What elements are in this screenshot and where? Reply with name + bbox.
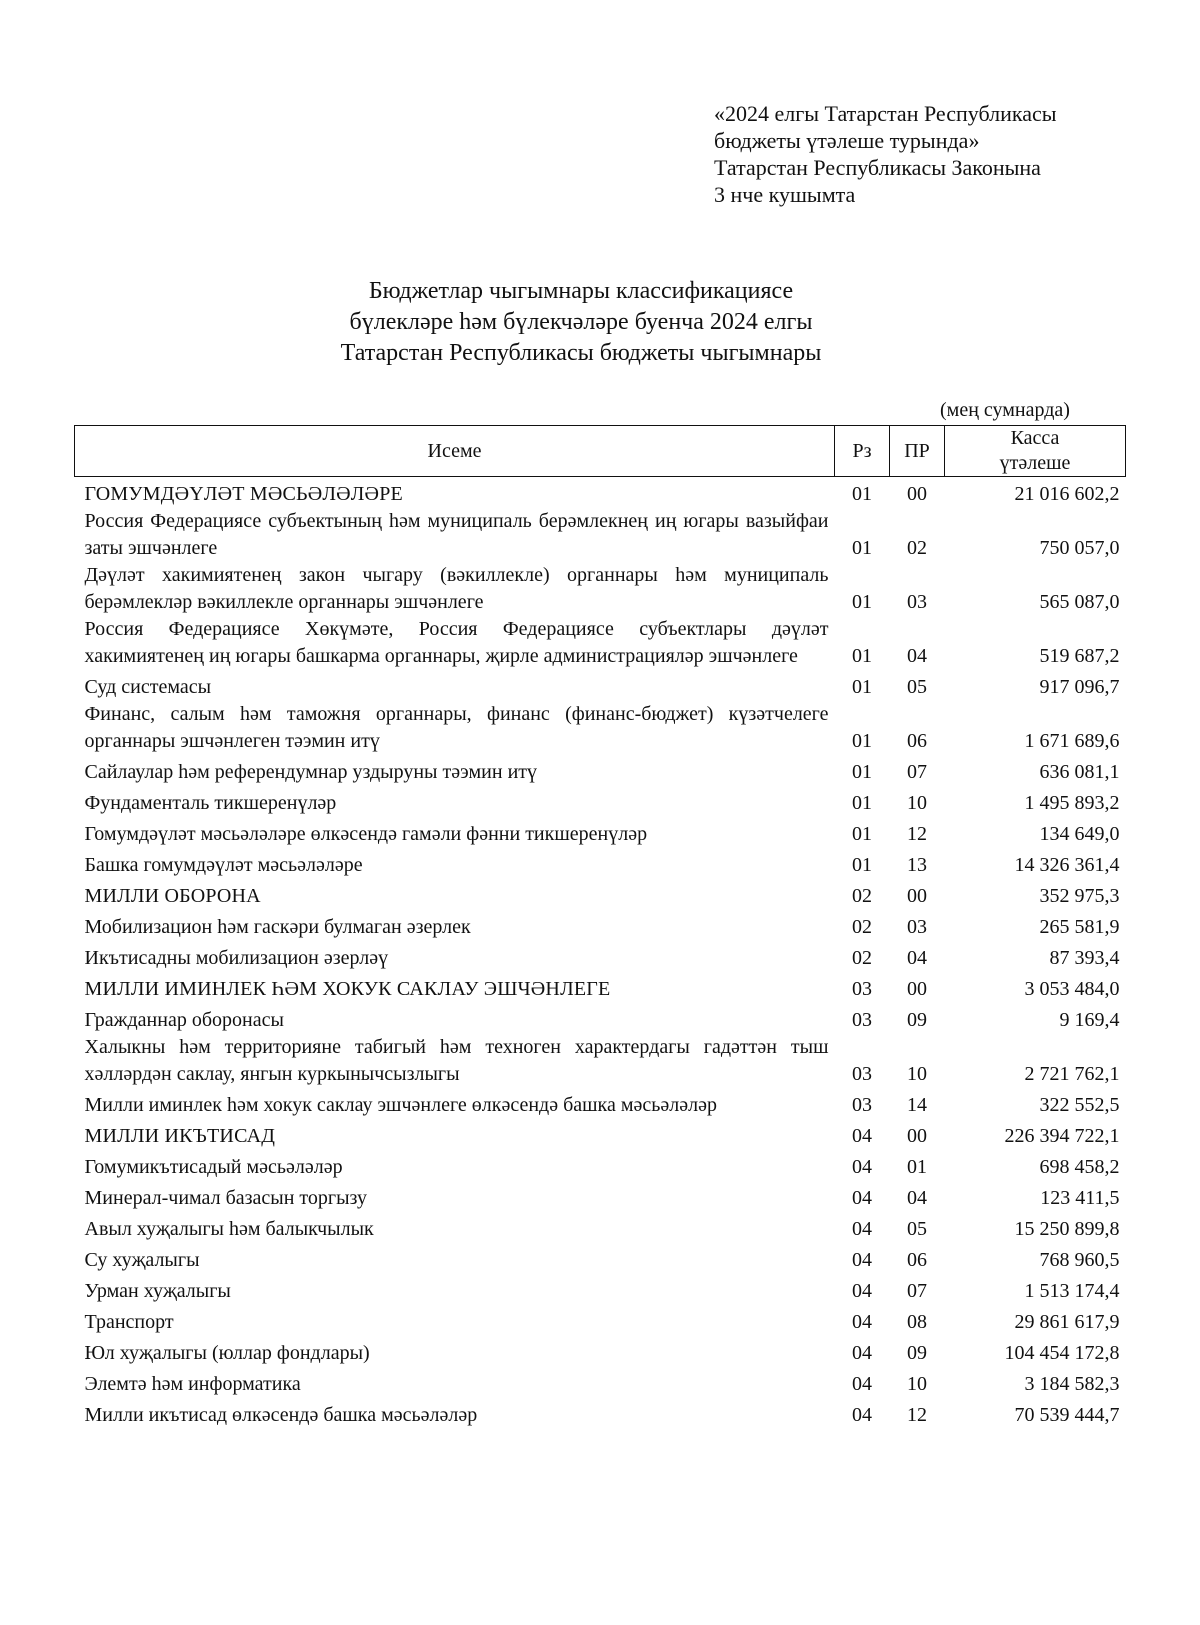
row-pr: 00	[907, 1124, 927, 1147]
row-rz: 04	[852, 1186, 872, 1209]
row-amount: 768 960,5	[1039, 1248, 1120, 1271]
row-rz: 02	[852, 946, 872, 969]
header-rz: Рз	[835, 426, 890, 477]
row-amount: 698 458,2	[1039, 1155, 1120, 1178]
row-pr: 05	[907, 1217, 927, 1240]
table-row	[75, 972, 1126, 1003]
row-rz: 02	[852, 884, 872, 907]
table-row	[75, 817, 1126, 848]
row-name: Гомумдәүләт мәсьәләләре өлкәсендә гамәли фәнни тикшеренүләр	[84, 822, 648, 845]
table-row	[75, 786, 1126, 817]
row-amount: 14 326 361,4	[1014, 853, 1120, 876]
row-pr: 07	[907, 1279, 927, 1302]
row-name: Милли икътисад өлкәсендә башка мәсьәләләр	[84, 1403, 478, 1426]
row-pr: 10	[907, 1062, 927, 1085]
row-amount: 226 394 722,1	[1004, 1124, 1120, 1147]
row-rz: 04	[852, 1403, 872, 1426]
row-pr: 07	[907, 760, 927, 783]
table-row	[75, 616, 1126, 670]
row-name: Гомумикътисадый мәсьәләләр	[84, 1155, 343, 1178]
row-pr: 00	[907, 884, 927, 907]
row-amount: 1 513 174,4	[1024, 1279, 1120, 1302]
appendix-line: 3 нче кушымта	[714, 182, 856, 207]
row-name: Россия Федерациясе субъектының һәм муниципаль берәмлекнең иң югары вазыйфаи заты эшчәнлеге	[84, 509, 829, 559]
appendix-line: Татарстан Республикасы Законына	[714, 155, 1041, 180]
row-rz: 04	[852, 1248, 872, 1271]
row-amount: 134 649,0	[1039, 822, 1120, 845]
row-name: Суд системасы	[84, 675, 212, 698]
appendix-line: «2024 елгы Татарстан Республикасы	[714, 101, 1057, 126]
row-pr: 04	[907, 946, 927, 969]
table-row	[75, 508, 1126, 562]
row-rz: 01	[852, 791, 872, 814]
table-row	[75, 1034, 1126, 1088]
row-rz: 01	[852, 536, 872, 559]
table-row	[75, 1212, 1126, 1243]
row-rz: 03	[852, 1008, 872, 1031]
table-row	[75, 1088, 1126, 1119]
row-amount: 322 552,5	[1039, 1093, 1120, 1116]
row-name: Финанс, салым һәм таможня органнары, финанс (финанс-бюджет) күзәтчелеге органнары эшчәнлеген тәэмин итү	[84, 702, 829, 752]
row-amount: 123 411,5	[1040, 1186, 1120, 1209]
table-row	[75, 1398, 1126, 1429]
header-amount-line: үтәлеше	[999, 452, 1071, 474]
row-amount: 70 539 444,7	[1014, 1403, 1120, 1426]
row-rz: 04	[852, 1217, 872, 1240]
table-row	[75, 910, 1126, 941]
title-line: бүлекләре һәм бүлекчәләре буенча 2024 елгы	[349, 309, 813, 335]
row-amount: 519 687,2	[1039, 644, 1120, 667]
row-amount: 265 581,9	[1039, 915, 1120, 938]
row-amount: 1 495 893,2	[1024, 791, 1120, 814]
row-pr: 03	[907, 915, 927, 938]
appendix-line: бюджеты үтәлеше турында»	[714, 128, 980, 153]
row-amount: 104 454 172,8	[1004, 1341, 1120, 1364]
table-row	[75, 701, 1126, 755]
row-rz: 03	[852, 1093, 872, 1116]
table-row	[75, 941, 1126, 972]
row-name: Транспорт	[84, 1310, 174, 1333]
row-amount: 87 393,4	[1049, 946, 1120, 969]
table-row	[75, 1119, 1126, 1150]
row-rz: 01	[852, 822, 872, 845]
row-rz: 01	[852, 729, 872, 752]
row-name: Сайлаулар һәм референдумнар уздыруны тәэмин итү	[84, 760, 538, 783]
budget-table	[74, 425, 1126, 1429]
row-name: Халыкны һәм территорияне табигый һәм техноген характердагы гадәттән тыш хәлләрдән саклау, янгын куркынычсызлыгы	[84, 1035, 829, 1085]
row-name: Мобилизацион һәм гаскәри булмаган әзерлек	[84, 915, 471, 938]
row-rz: 01	[852, 644, 872, 667]
title-line: Татарстан Республикасы бюджеты чыгымнары	[340, 340, 822, 366]
table-row	[75, 1150, 1126, 1181]
row-name: МИЛЛИ ИКЪТИСАД	[84, 1124, 276, 1147]
row-pr: 14	[907, 1093, 927, 1116]
row-name: Россия Федерациясе Хөкүмәте, Россия Федерациясе субъектлары дәүләт хакимиятенең иң югары башкарма органнары, җирле администрацияләр эшчәнлеге	[84, 617, 829, 667]
table-row	[75, 562, 1126, 616]
row-amount: 2 721 762,1	[1024, 1062, 1120, 1085]
row-name: Дәүләт хакимиятенең закон чыгару (вәкиллекле) органнары һәм муниципаль берәмлекләр вәкиллекле органнары эшчәнлеге	[84, 563, 829, 613]
title-line: Бюджетлар чыгымнары классификациясе	[368, 278, 794, 304]
row-pr: 04	[907, 644, 927, 667]
table-row	[75, 879, 1126, 910]
table-row	[75, 755, 1126, 786]
row-pr: 00	[907, 482, 927, 505]
row-name: ГОМУМДӘҮЛӘТ МӘСЬӘЛӘЛӘРЕ	[84, 482, 403, 505]
row-rz: 01	[852, 675, 872, 698]
row-name: МИЛЛИ ИМИНЛЕК ҺӘМ ХОКУК САКЛАУ ЭШЧӘНЛЕГЕ	[84, 977, 611, 1000]
row-name: Башка гомумдәүләт мәсьәләләре	[84, 853, 363, 876]
row-pr: 06	[907, 729, 927, 752]
row-pr: 06	[907, 1248, 927, 1271]
row-pr: 08	[907, 1310, 927, 1333]
row-pr: 00	[907, 977, 927, 1000]
row-pr: 03	[907, 590, 927, 613]
table-body	[75, 477, 1126, 1429]
row-pr: 02	[907, 536, 927, 559]
row-rz: 04	[852, 1155, 872, 1178]
row-rz: 03	[852, 977, 872, 1000]
row-pr: 12	[907, 1403, 927, 1426]
row-rz: 01	[852, 760, 872, 783]
row-amount: 9 169,4	[1059, 1008, 1120, 1031]
row-amount: 750 057,0	[1039, 536, 1120, 559]
row-rz: 01	[852, 590, 872, 613]
table-row	[75, 1274, 1126, 1305]
row-pr: 13	[907, 853, 927, 876]
row-name: МИЛЛИ ОБОРОНА	[84, 884, 261, 907]
row-amount: 3 053 484,0	[1024, 977, 1120, 1000]
header-amount-line: Касса	[1010, 427, 1060, 449]
table-header-row	[75, 426, 1126, 477]
row-amount: 3 184 582,3	[1024, 1372, 1120, 1395]
table-row	[75, 1305, 1126, 1336]
table-row	[75, 848, 1126, 879]
row-amount: 21 016 602,2	[1014, 482, 1120, 505]
row-rz: 02	[852, 915, 872, 938]
table-row	[75, 1003, 1126, 1034]
row-rz: 04	[852, 1341, 872, 1364]
row-name: Урман хуҗалыгы	[84, 1279, 231, 1302]
row-rz: 04	[852, 1372, 872, 1395]
row-rz: 01	[852, 482, 872, 505]
row-pr: 09	[907, 1008, 927, 1031]
row-rz: 01	[852, 853, 872, 876]
row-pr: 04	[907, 1186, 927, 1209]
document-title	[0, 276, 1162, 369]
row-name: Элемтә һәм информатика	[84, 1372, 301, 1395]
row-pr: 01	[907, 1155, 927, 1178]
row-rz: 04	[852, 1279, 872, 1302]
row-rz: 04	[852, 1124, 872, 1147]
row-name: Минерал-чимал базасын торгызу	[84, 1186, 368, 1209]
table-row	[75, 670, 1126, 701]
row-amount: 1 671 689,6	[1024, 729, 1120, 752]
row-name: Гражданнар оборонасы	[84, 1008, 284, 1031]
row-pr: 10	[907, 1372, 927, 1395]
appendix-note	[714, 100, 1057, 208]
table-row	[75, 1367, 1126, 1398]
row-amount: 917 096,7	[1039, 675, 1120, 698]
row-name: Юл хуҗалыгы (юллар фондлары)	[84, 1341, 370, 1364]
row-rz: 03	[852, 1062, 872, 1085]
units-note: (мең сумнарда)	[940, 399, 1070, 421]
table-row	[75, 1181, 1126, 1212]
row-rz: 04	[852, 1310, 872, 1333]
row-amount: 29 861 617,9	[1014, 1310, 1120, 1333]
row-amount: 15 250 899,8	[1014, 1217, 1120, 1240]
table-row	[75, 477, 1126, 508]
row-name: Икътисадны мобилизацион әзерләү	[84, 946, 389, 969]
row-name: Авыл хуҗалыгы һәм балыкчылык	[84, 1217, 374, 1240]
row-amount: 352 975,3	[1039, 884, 1120, 907]
row-amount: 636 081,1	[1039, 760, 1120, 783]
table-row	[75, 1336, 1126, 1367]
row-name: Су хуҗалыгы	[84, 1248, 200, 1271]
header-pr: ПР	[890, 426, 945, 477]
row-pr: 10	[907, 791, 927, 814]
header-amount	[945, 426, 1126, 477]
table-row	[75, 1243, 1126, 1274]
header-name: Исеме	[75, 426, 835, 477]
row-name: Фундаменталь тикшеренүләр	[84, 791, 337, 814]
row-pr: 05	[907, 675, 927, 698]
row-pr: 12	[907, 822, 927, 845]
row-name: Милли иминлек һәм хокук саклау эшчәнлеге өлкәсендә башка мәсьәләләр	[84, 1093, 717, 1116]
row-pr: 09	[907, 1341, 927, 1364]
row-amount: 565 087,0	[1039, 590, 1120, 613]
